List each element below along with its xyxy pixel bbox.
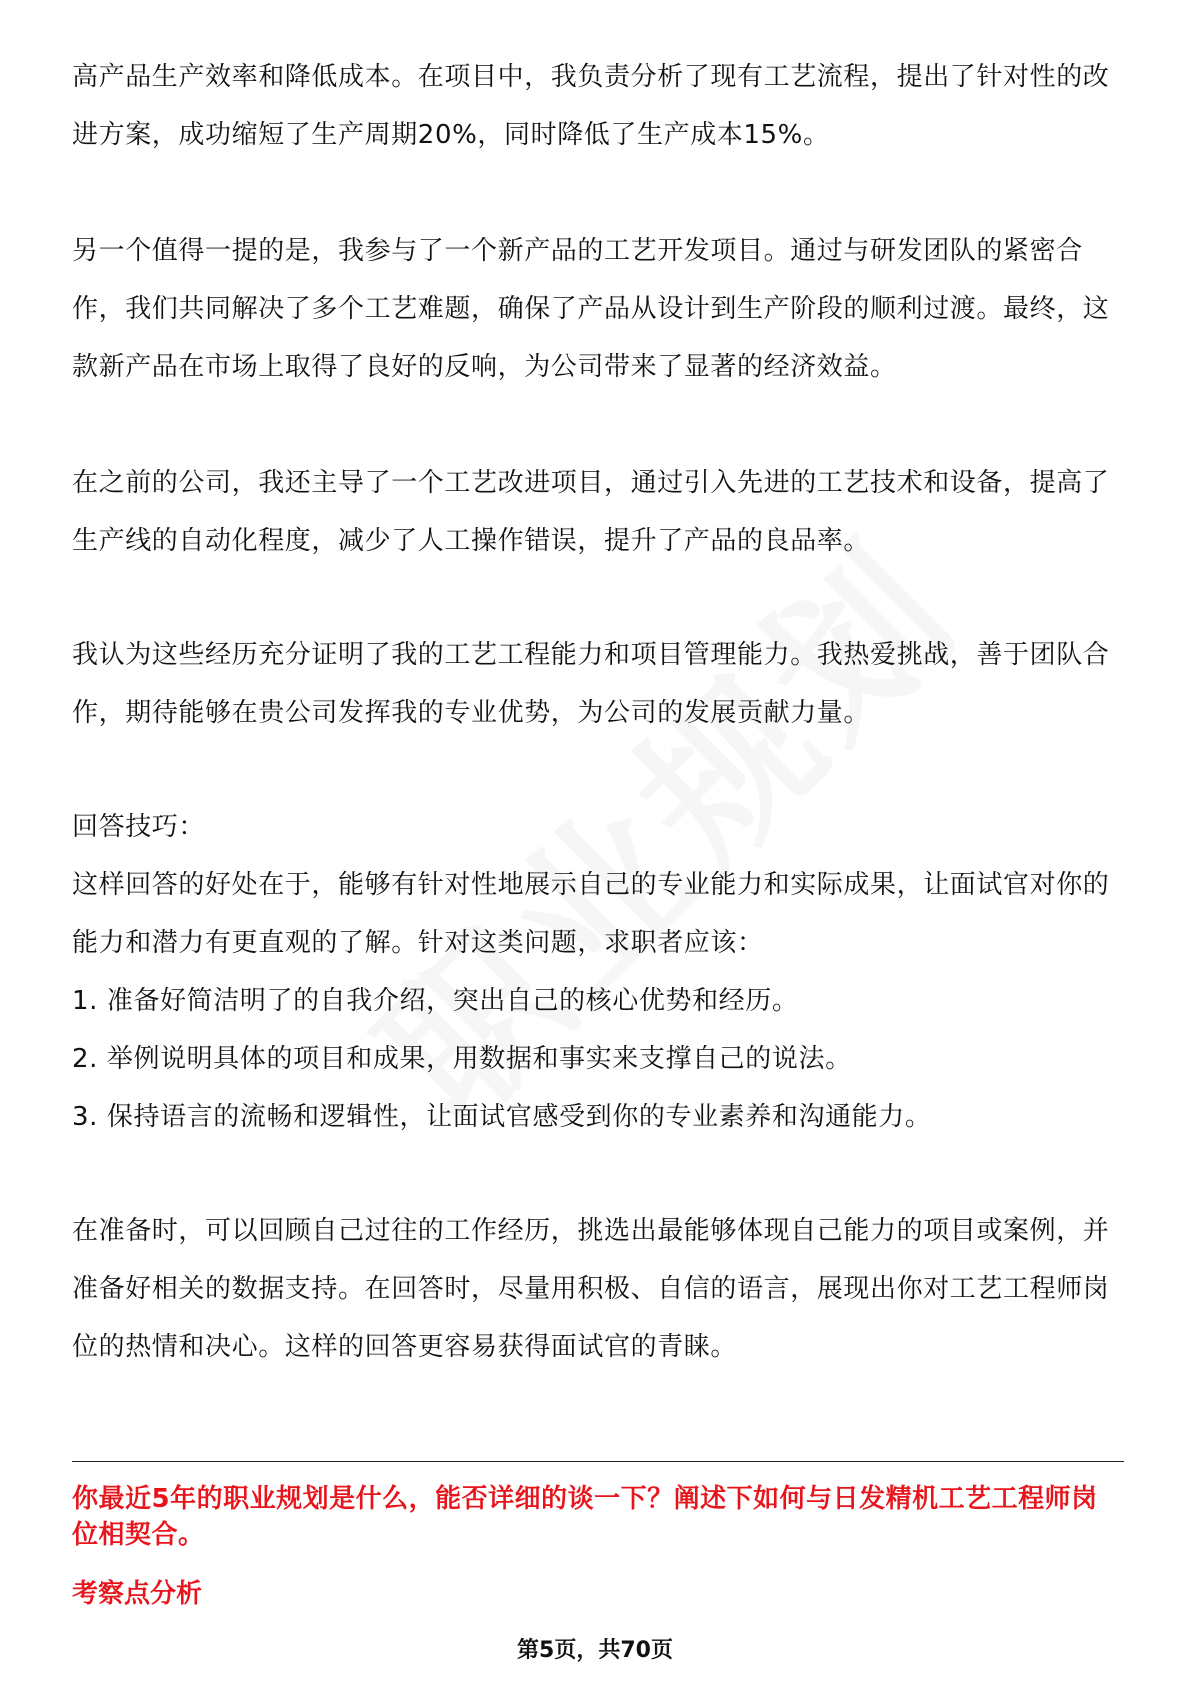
section-divider [72,1461,1124,1462]
tips-heading: 回答技巧： [72,812,206,842]
tip-item-2: 2. 举例说明具体的项目和成果，用数据和事实来支撑自己的说法。 [72,1044,852,1074]
tip-item-3: 3. 保持语言的流畅和逻辑性，让面试官感受到你的专业素养和沟通能力。 [72,1102,932,1132]
paragraph-efficiency: 高产品生产效率和降低成本。在项目中，我负责分析了现有工艺流程，提出了针对性的改进方案，成功缩短了生产周期20%，同时降低了生产成本15%。 [72,62,1110,150]
paragraph-previous-company: 在之前的公司，我还主导了一个工艺改进项目，通过引入先进的工艺技术和设备，提高了生产线的自动化程度，减少了人工操作错误，提升了产品的良品率。 [72,468,1110,556]
paragraph-new-product: 另一个值得一提的是，我参与了一个新产品的工艺开发项目。通过与研发团队的紧密合作，我们共同解决了多个工艺难题，确保了产品从设计到生产阶段的顺利过渡。最终，这款新产品在市场上取得了良好的反响，为公司带来了显著的经济效益。 [72,236,1110,382]
interview-question: 你最近5年的职业规划是什么，能否详细的谈一下？阐述下如何与日发精机工艺工程师岗位相契合。 [72,1484,1098,1550]
paragraph-conclusion: 我认为这些经历充分证明了我的工艺工程能力和项目管理能力。我热爱挑战，善于团队合作，期待能够在贵公司发挥我的专业优势，为公司的发展贡献力量。 [72,640,1110,728]
answer-content [72,48,1124,1376]
page-number: 第5页，共70页 [517,1638,673,1663]
tips-body: 这样回答的好处在于，能够有针对性地展示自己的专业能力和实际成果，让面试官对你的能力和潜力有更直观的了解。针对这类问题，求职者应该： [72,870,1110,958]
tip-item-1: 1. 准备好简洁明了的自我介绍，突出自己的核心优势和经历。 [72,986,799,1016]
analysis-heading: 考察点分析 [72,1579,203,1609]
paragraph-preparation: 在准备时，可以回顾自己过往的工作经历，挑选出最能够体现自己能力的项目或案例，并准备好相关的数据支持。在回答时，尽量用积极、自信的语言，展现出你对工艺工程师岗位的热情和决心。这样的回答更容易获得面试官的青睐。 [72,1216,1110,1362]
